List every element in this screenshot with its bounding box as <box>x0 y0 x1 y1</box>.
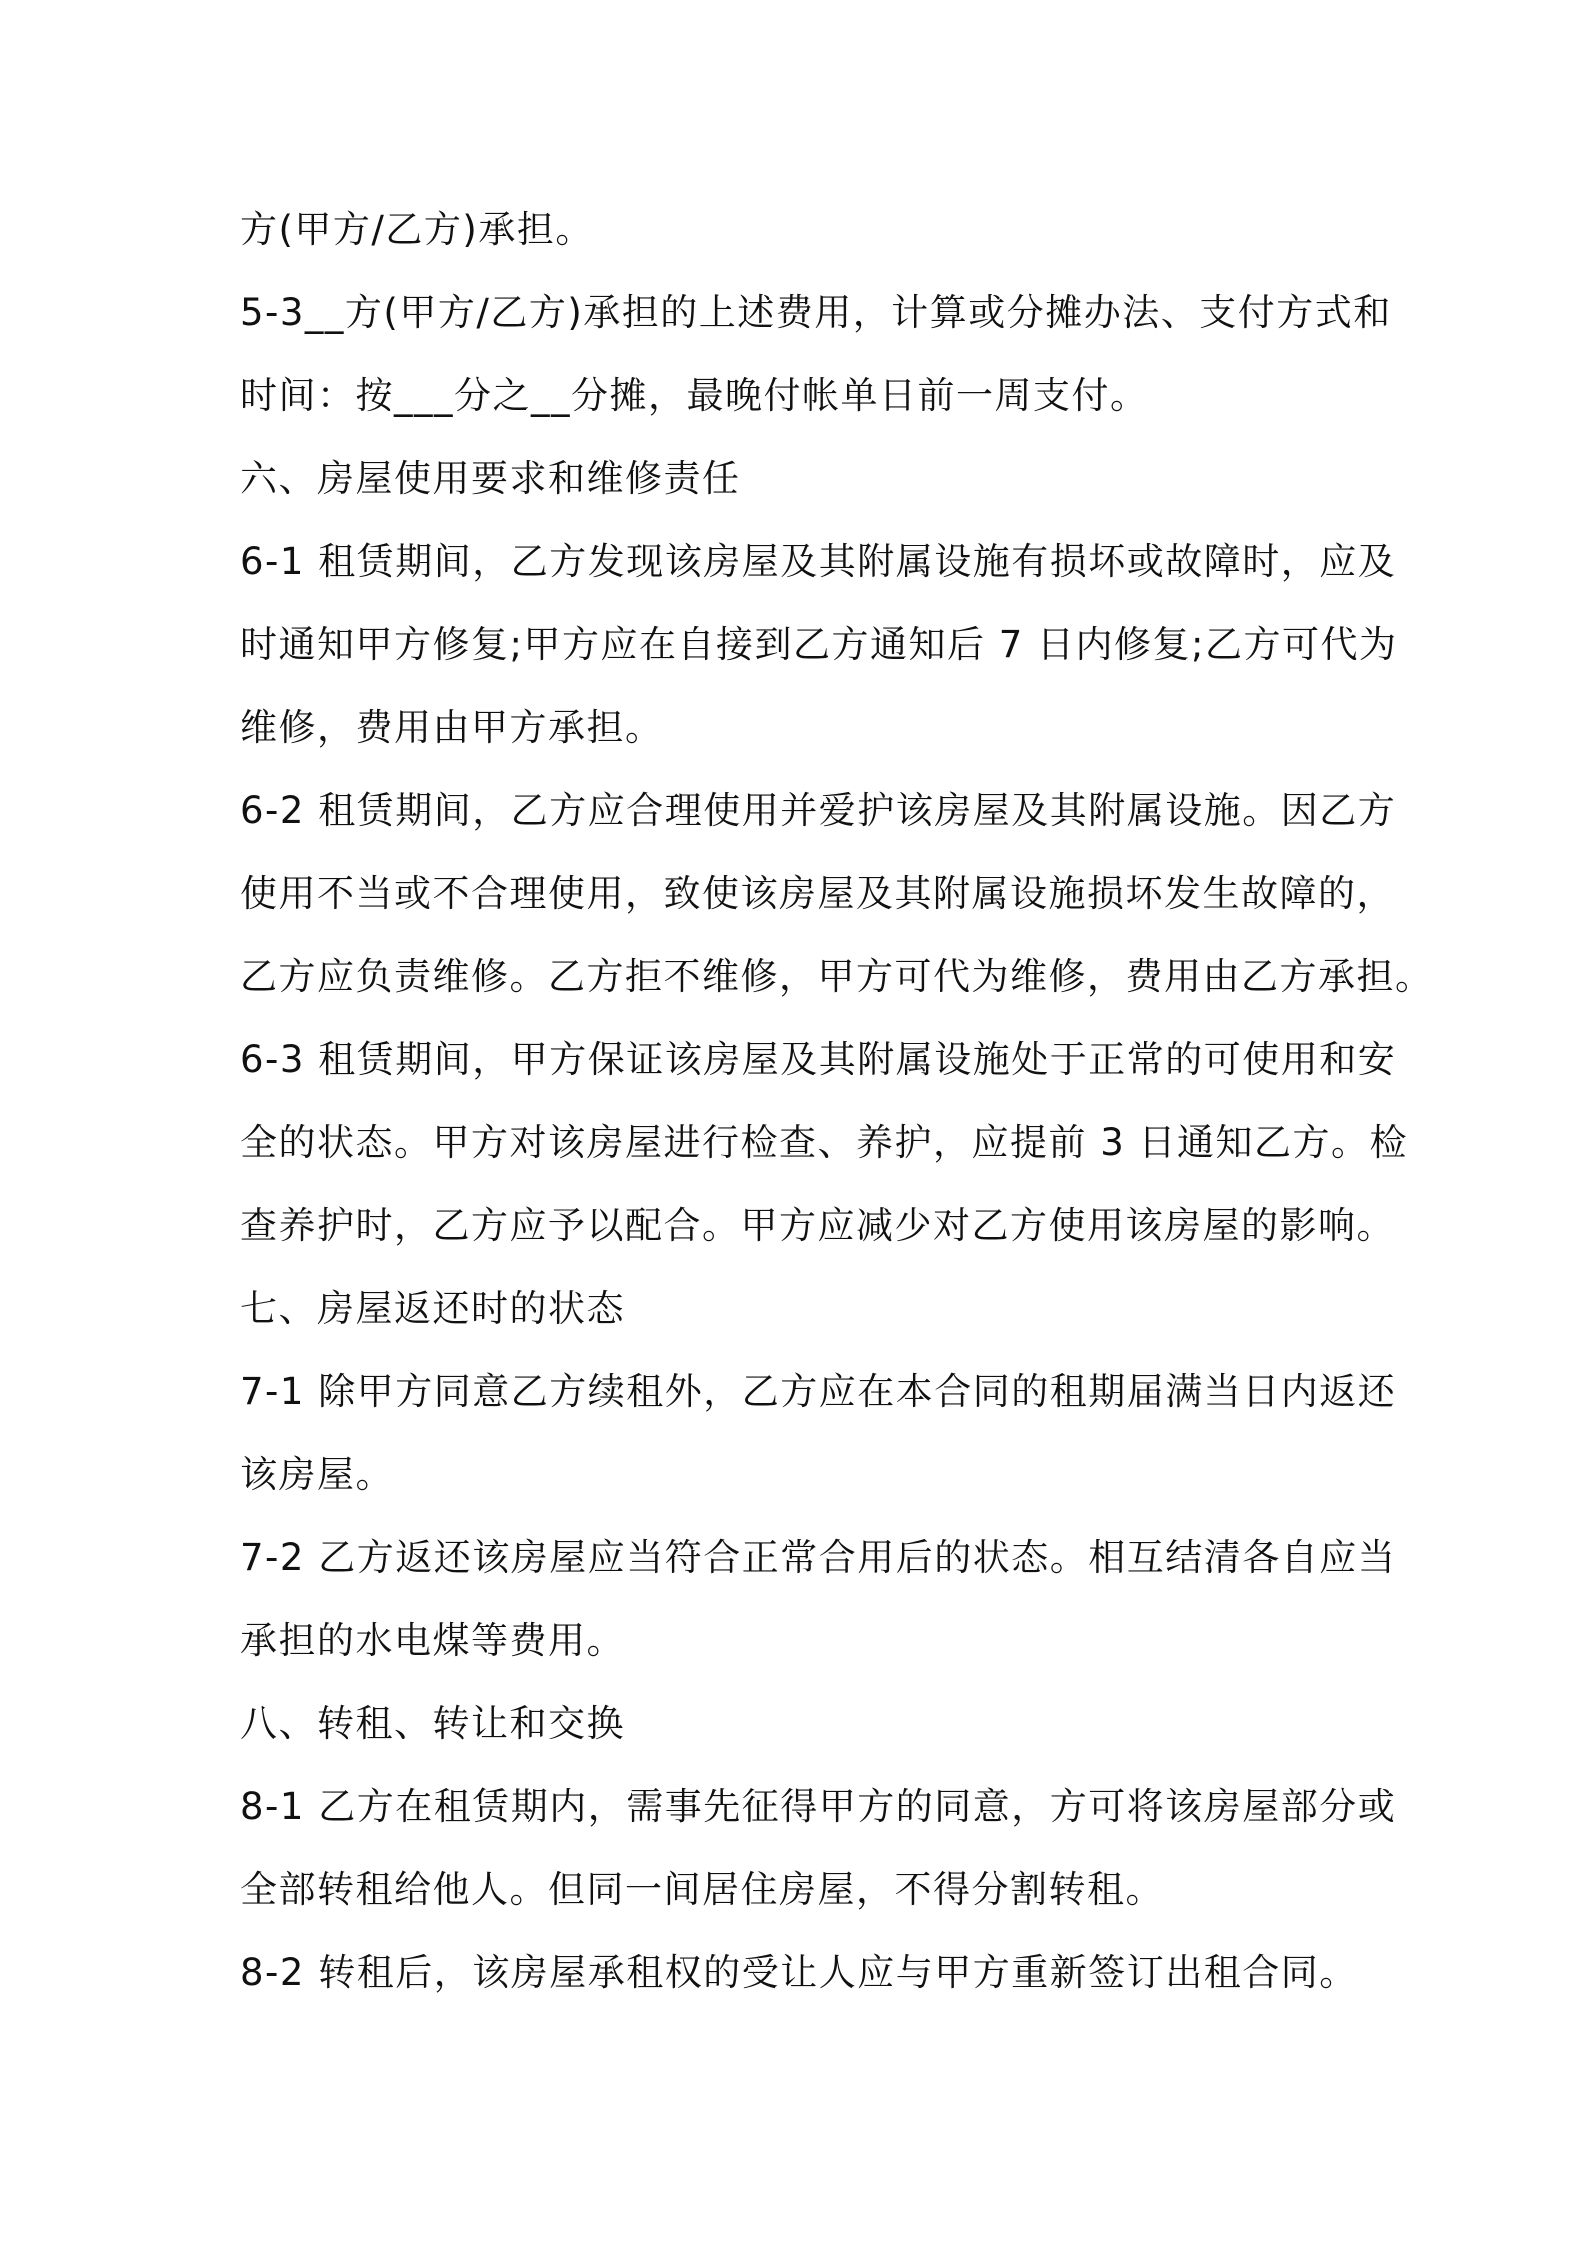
text-line: 乙方应负责维修。乙方拒不维修，甲方可代为维修，费用由乙方承担。 <box>240 955 1434 998</box>
text-line: 时间：按___分之__分摊，最晚付帐单日前一周支付。 <box>240 374 1149 417</box>
text-line: 7-2 乙方返还该房屋应当符合正常合用后的状态。相互结清各自应当 <box>240 1536 1397 1579</box>
text-line: 方(甲方/乙方)承担。 <box>240 208 594 251</box>
section-heading: 六、房屋使用要求和维修责任 <box>240 457 741 500</box>
text-line: 使用不当或不合理使用，致使该房屋及其附属设施损坏发生故障的， <box>240 872 1395 915</box>
text-line: 8-2 转租后，该房屋承租权的受让人应与甲方重新签订出租合同。 <box>240 1951 1358 1994</box>
text-line: 承担的水电煤等费用。 <box>240 1619 625 1662</box>
text-line: 全的状态。甲方对该房屋进行检查、养护，应提前 3 日通知乙方。检 <box>240 1121 1409 1164</box>
section-heading: 七、房屋返还时的状态 <box>240 1287 625 1330</box>
text-line: 6-1 租赁期间，乙方发现该房屋及其附属设施有损坏或故障时，应及 <box>240 540 1397 583</box>
text-line: 维修，费用由甲方承担。 <box>240 706 664 749</box>
text-line: 6-3 租赁期间，甲方保证该房屋及其附属设施处于正常的可使用和安 <box>240 1038 1397 1081</box>
text-line: 时通知甲方修复;甲方应在自接到乙方通知后 7 日内修复;乙方可代为 <box>240 623 1398 666</box>
text-line: 5-3__方(甲方/乙方)承担的上述费用，计算或分摊办法、支付方式和 <box>240 291 1392 334</box>
section-heading: 八、转租、转让和交换 <box>240 1702 625 1745</box>
text-line: 6-2 租赁期间，乙方应合理使用并爱护该房屋及其附属设施。因乙方 <box>240 789 1397 832</box>
text-line: 全部转租给他人。但同一间居住房屋，不得分割转租。 <box>240 1868 1164 1911</box>
text-line: 该房屋。 <box>240 1453 394 1496</box>
text-line: 7-1 除甲方同意乙方续租外，乙方应在本合同的租期届满当日内返还 <box>240 1370 1397 1413</box>
text-line: 8-1 乙方在租赁期内，需事先征得甲方的同意，方可将该房屋部分或 <box>240 1785 1397 1828</box>
text-line: 查养护时，乙方应予以配合。甲方应减少对乙方使用该房屋的影响。 <box>240 1204 1395 1247</box>
